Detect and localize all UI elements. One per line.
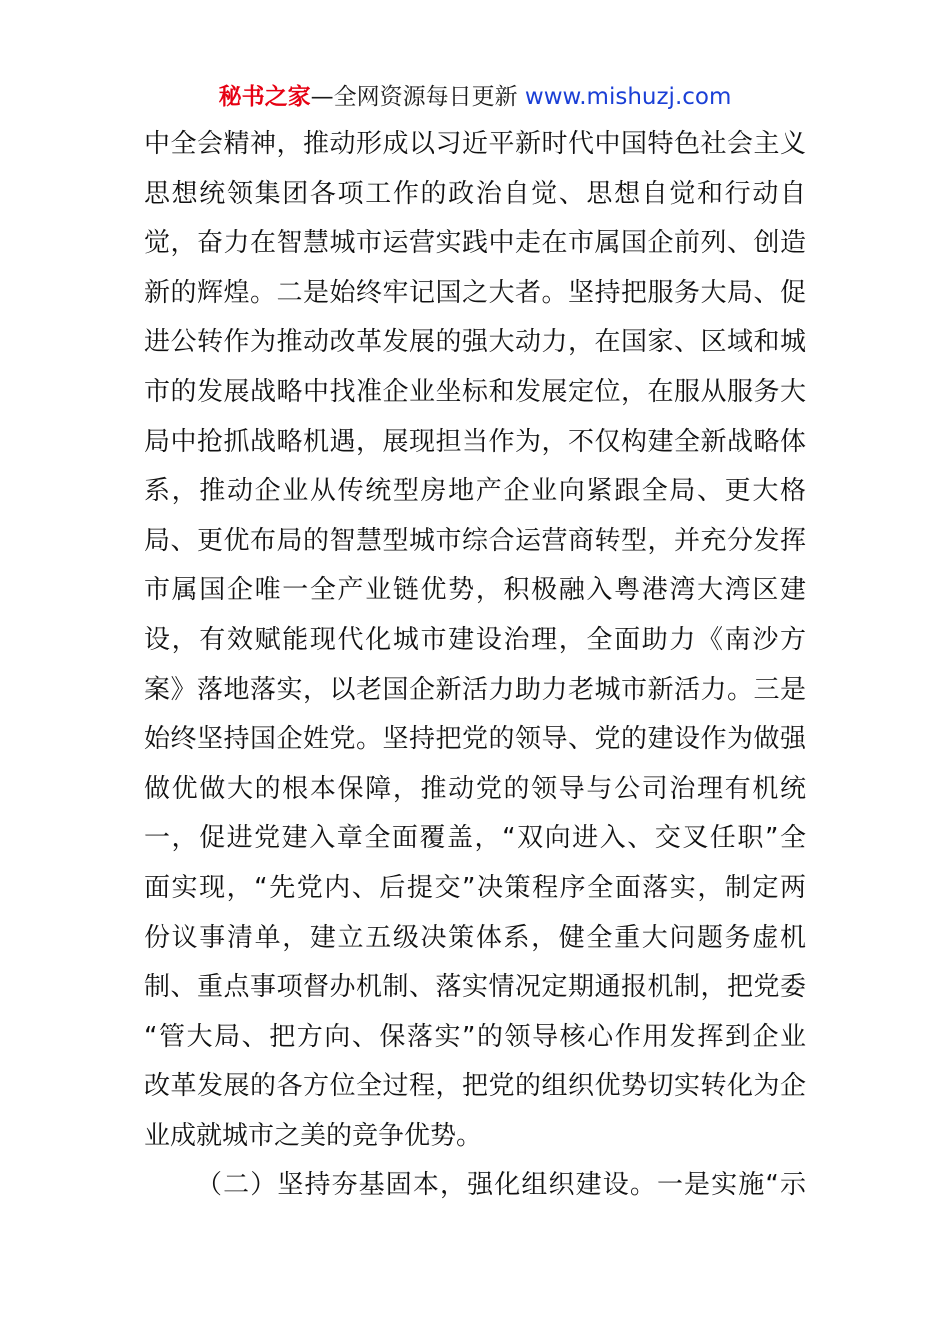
text-line: 制、重点事项督办机制、落实情况定期通报机制，把党委 — [144, 972, 806, 1003]
text-line: 始终坚持国企姓党。坚持把党的领导、党的建设作为做强 — [144, 724, 806, 755]
text-line: 份议事清单，建立五级决策体系，健全重大问题务虚机 — [144, 922, 806, 953]
text-line: 思想统领集团各项工作的政治自觉、思想自觉和行动自 — [144, 178, 806, 209]
text-line: “管大局、把方向、保落实”的领导核心作用发挥到企业 — [144, 1021, 806, 1052]
text-line: 市的发展战略中找准企业坐标和发展定位，在服从服务大 — [144, 376, 806, 407]
paragraph-end-line: 业成就城市之美的竞争优势。 — [144, 1120, 483, 1151]
text-line: 市属国企唯一全产业链优势，积极融入粤港湾大湾区建 — [144, 575, 806, 606]
site-url-link[interactable]: www.mishuzj.com — [524, 84, 732, 110]
text-line: 改革发展的各方位全过程，把党的组织优势切实转化为企 — [144, 1071, 806, 1102]
brand-name: 秘书之家 — [218, 84, 311, 110]
text-line: 局、更优布局的智慧型城市综合运营商转型，并充分发挥 — [144, 525, 806, 556]
document-body — [144, 120, 806, 1211]
text-line: 中全会精神，推动形成以习近平新时代中国特色社会主义 — [144, 129, 806, 159]
text-line: 进公转作为推动改革发展的强大动力，在国家、区域和城 — [144, 327, 806, 358]
text-line: 一，促进党建入章全面覆盖，“双向进入、交叉任职”全 — [144, 823, 806, 854]
section-heading-line: （二）坚持夯基固本，强化组织建设。一是实施“示 — [196, 1170, 806, 1201]
header-tagline: —全网资源每日更新 — [310, 84, 525, 110]
site-header — [0, 80, 950, 114]
text-line: 案》落地落实，以老国企新活力助力老城市新活力。三是 — [144, 674, 806, 705]
text-line: 新的辉煌。二是始终牢记国之大者。坚持把服务大局、促 — [144, 277, 806, 308]
text-line: 设，有效赋能现代化城市建设治理，全面助力《南沙方 — [144, 624, 806, 655]
text-line: 面实现，“先党内、后提交”决策程序全面落实，制定两 — [144, 872, 806, 903]
text-line: 系，推动企业从传统型房地产企业向紧跟全局、更大格 — [144, 476, 806, 507]
text-line: 局中抢抓战略机遇，展现担当作为，不仅构建全新战略体 — [144, 426, 806, 457]
text-line: 觉，奋力在智慧城市运营实践中走在市属国企前列、创造 — [144, 228, 806, 259]
text-line: 做优做大的根本保障，推动党的领导与公司治理有机统 — [144, 773, 806, 804]
